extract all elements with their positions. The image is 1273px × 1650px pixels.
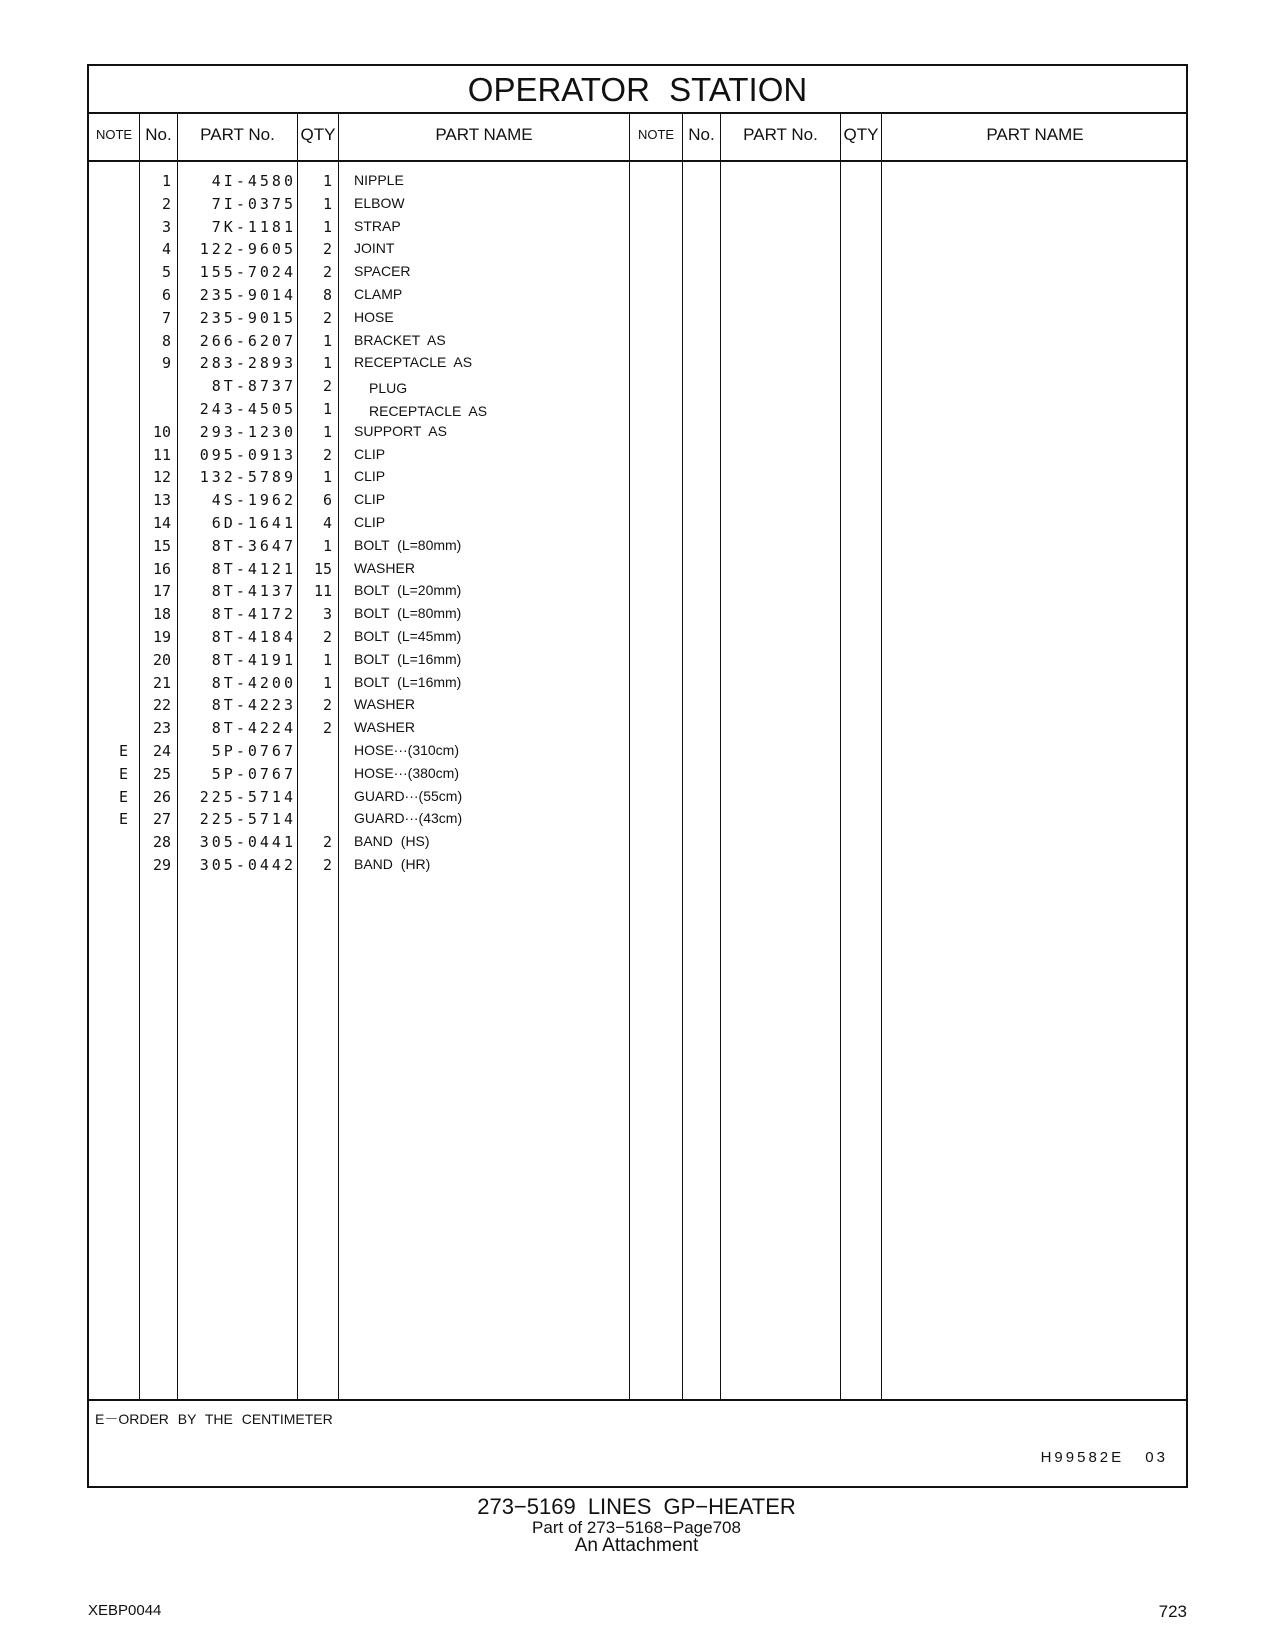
reference-code: H99582E 03: [1040, 1449, 1168, 1466]
row-part-name: BOLT (L=16mm): [354, 650, 462, 667]
row-part-number: 5P-0767: [211, 742, 296, 760]
row-part-name: GUARD···(43cm): [354, 810, 463, 827]
row-quantity: 6: [322, 491, 332, 510]
row-number: 29: [152, 856, 171, 874]
row-part-name: BOLT (L=80mm): [354, 605, 462, 622]
table-row: [89, 352, 1186, 375]
row-part-number: 225-5714: [199, 810, 296, 829]
table-row: [89, 193, 1186, 216]
row-number: 17: [152, 582, 171, 601]
row-part-number: 266-6207: [199, 331, 296, 350]
row-number: 27: [152, 810, 171, 829]
row-quantity: 2: [322, 833, 332, 852]
row-part-name: CLAMP: [354, 286, 403, 302]
parts-list-frame: [87, 64, 1188, 1488]
header-part-name-right: PART NAME: [986, 125, 1084, 144]
row-quantity: 2: [322, 263, 332, 282]
row-quantity: 1: [322, 331, 332, 350]
row-note: E: [119, 764, 129, 783]
table-row: [89, 238, 1186, 261]
row-number: 2: [161, 194, 171, 213]
table-row: [89, 717, 1186, 740]
row-part-name: HOSE···(380cm): [354, 764, 460, 781]
table-row: [89, 626, 1186, 649]
row-quantity: 1: [322, 172, 332, 190]
table-row: [89, 170, 1186, 193]
header-part-no: PART No.: [200, 125, 275, 144]
row-part-name: GUARD···(55cm): [354, 787, 463, 804]
row-part-number: 132-5789: [199, 468, 296, 487]
header-qty: QTY: [300, 125, 336, 144]
row-quantity: 2: [322, 445, 332, 464]
row-part-name: BOLT (L=45mm): [354, 628, 462, 644]
row-number: 16: [152, 559, 171, 578]
table-row: [89, 740, 1186, 763]
row-quantity: 4: [322, 514, 332, 532]
table-row: [89, 831, 1186, 854]
row-part-name: BRACKET AS: [354, 331, 446, 348]
row-number: 19: [152, 628, 171, 646]
row-part-name: HOSE: [354, 308, 394, 325]
row-part-name: BOLT (L=80mm): [354, 536, 462, 553]
parts-table-body: [89, 162, 1186, 1397]
row-quantity: 2: [322, 696, 332, 715]
row-part-name: RECEPTACLE AS: [354, 354, 473, 371]
row-part-name: HOSE···(310cm): [354, 742, 460, 758]
table-row: [89, 672, 1186, 695]
row-number: 18: [152, 605, 171, 624]
row-part-name: CLIP: [354, 445, 386, 462]
table-row: [89, 261, 1186, 284]
row-note: E: [119, 742, 129, 760]
table-row: [89, 421, 1186, 444]
row-part-name: SUPPORT AS: [354, 422, 447, 439]
row-number: 4: [161, 240, 171, 259]
header-part-no-right: PART No.: [743, 125, 818, 144]
table-row: [89, 466, 1186, 489]
row-part-number: 8T-8737: [211, 377, 296, 396]
table-row: [89, 603, 1186, 626]
row-number: 9: [161, 354, 171, 373]
row-part-number: 4I-4580: [211, 172, 296, 190]
page-number: 723: [1158, 1602, 1187, 1621]
row-number: 24: [152, 742, 171, 760]
header-qty-right: QTY: [843, 125, 879, 144]
table-row: [89, 398, 1186, 421]
row-number: 14: [152, 514, 171, 532]
table-row: [89, 512, 1186, 535]
row-part-number: 8T-4223: [211, 696, 296, 715]
row-part-number: 8T-4121: [211, 559, 296, 578]
row-number: 1: [161, 172, 171, 190]
row-part-name: BOLT (L=16mm): [354, 673, 462, 690]
row-quantity: 2: [322, 240, 332, 259]
table-row: [89, 444, 1186, 467]
row-part-number: 243-4505: [199, 400, 296, 418]
row-part-number: 8T-4200: [211, 673, 296, 692]
table-row: [89, 375, 1186, 398]
row-part-number: 225-5714: [199, 787, 296, 806]
row-part-number: 8T-4224: [211, 719, 296, 738]
row-part-name: ELBOW: [354, 194, 405, 211]
row-quantity: 2: [322, 856, 332, 874]
row-part-number: 8T-4184: [211, 628, 296, 646]
table-row: [89, 489, 1186, 512]
caption-title: 273−5169 LINES GP−HEATER: [477, 1494, 796, 1519]
row-number: 26: [152, 787, 171, 806]
row-part-number: 8T-4137: [211, 582, 296, 601]
row-part-name: JOINT: [354, 240, 395, 257]
row-quantity: 1: [322, 468, 332, 487]
row-part-number: 305-0441: [199, 833, 296, 852]
row-part-name: SPACER: [354, 263, 411, 280]
row-quantity: 2: [322, 308, 332, 327]
row-part-number: 283-2893: [199, 354, 296, 373]
row-number: 7: [161, 308, 171, 327]
table-header: [89, 112, 1186, 162]
row-number: 22: [152, 696, 171, 715]
row-part-number: 7I-0375: [211, 194, 296, 213]
header-note-right: NOTE: [637, 127, 675, 142]
row-part-number: 5P-0767: [211, 764, 296, 783]
row-part-number: 305-0442: [199, 856, 296, 874]
row-quantity: 1: [322, 536, 332, 555]
caption-part-of: Part of 273−5168−Page708: [532, 1518, 741, 1537]
table-row: [89, 694, 1186, 717]
row-part-name: WASHER: [354, 696, 415, 713]
row-quantity: 3: [322, 605, 332, 624]
row-part-number: 293-1230: [199, 422, 296, 441]
row-quantity: 1: [322, 673, 332, 692]
row-quantity: 1: [322, 217, 332, 236]
table-row: [89, 284, 1186, 307]
row-number: 12: [152, 468, 171, 487]
row-part-name: CLIP: [354, 491, 386, 508]
row-number: 8: [161, 331, 171, 350]
header-no: No.: [145, 125, 172, 144]
row-quantity: 15: [313, 559, 332, 578]
row-part-number: 235-9015: [199, 308, 296, 327]
caption-attachment: An Attachment: [574, 1535, 699, 1556]
row-part-number: 095-0913: [199, 445, 296, 464]
row-number: 28: [152, 833, 171, 852]
row-note: E: [119, 787, 129, 806]
header-no-right: No.: [688, 125, 715, 144]
row-quantity: 8: [322, 286, 332, 304]
row-part-name: RECEPTACLE AS: [369, 403, 488, 419]
row-number: 25: [152, 764, 171, 783]
row-part-number: 4S-1962: [211, 491, 296, 510]
row-number: 13: [152, 491, 171, 510]
table-row: [89, 786, 1186, 809]
header-note: NOTE: [95, 127, 133, 142]
page-title: OPERATOR STATION: [89, 66, 1186, 114]
row-number: 20: [152, 650, 171, 669]
row-quantity: 11: [313, 582, 332, 601]
footnote-area: [89, 1399, 1186, 1488]
document-code: XEBP0044: [88, 1602, 162, 1619]
row-quantity: 1: [322, 400, 332, 418]
table-row: [89, 649, 1186, 672]
row-part-number: 155-7024: [199, 263, 296, 282]
row-quantity: 2: [322, 377, 332, 396]
row-part-name: STRAP: [354, 217, 401, 234]
row-quantity: 1: [322, 650, 332, 669]
row-number: 10: [152, 422, 171, 441]
table-row: [89, 307, 1186, 330]
row-part-name: BAND (HS): [354, 833, 430, 850]
row-part-name: PLUG: [369, 380, 408, 397]
row-part-name: BOLT (L=20mm): [354, 582, 462, 599]
row-part-number: 235-9014: [199, 286, 296, 304]
table-row: [89, 558, 1186, 581]
footnote: E－ORDER BY THE CENTIMETER: [95, 1411, 333, 1427]
row-number: 6: [161, 286, 171, 304]
row-quantity: 2: [322, 628, 332, 646]
row-part-number: 8T-3647: [211, 536, 296, 555]
row-quantity: 2: [322, 719, 332, 738]
row-part-name: CLIP: [354, 468, 386, 485]
row-number: 15: [152, 536, 171, 555]
row-part-name: WASHER: [354, 559, 415, 576]
row-part-name: BAND (HR): [354, 856, 431, 872]
header-part-name: PART NAME: [435, 125, 533, 144]
row-quantity: 1: [322, 354, 332, 373]
table-row: [89, 854, 1186, 877]
row-note: E: [119, 810, 129, 829]
row-part-number: 122-9605: [199, 240, 296, 259]
row-quantity: 1: [322, 194, 332, 213]
table-row: [89, 216, 1186, 239]
row-part-number: 7K-1181: [211, 217, 296, 236]
row-part-number: 8T-4172: [211, 605, 296, 624]
row-part-number: 6D-1641: [211, 514, 296, 532]
row-part-name: CLIP: [354, 514, 386, 530]
table-row: [89, 330, 1186, 353]
table-row: [89, 763, 1186, 786]
row-part-number: 8T-4191: [211, 650, 296, 669]
row-number: 5: [161, 263, 171, 282]
row-number: 23: [152, 719, 171, 738]
table-row: [89, 580, 1186, 603]
row-part-name: WASHER: [354, 719, 415, 736]
table-row: [89, 535, 1186, 558]
row-number: 11: [152, 445, 171, 464]
row-number: 3: [161, 217, 171, 236]
row-part-name: NIPPLE: [354, 172, 404, 188]
row-number: 21: [152, 673, 171, 692]
row-quantity: 1: [322, 422, 332, 441]
table-row: [89, 808, 1186, 831]
